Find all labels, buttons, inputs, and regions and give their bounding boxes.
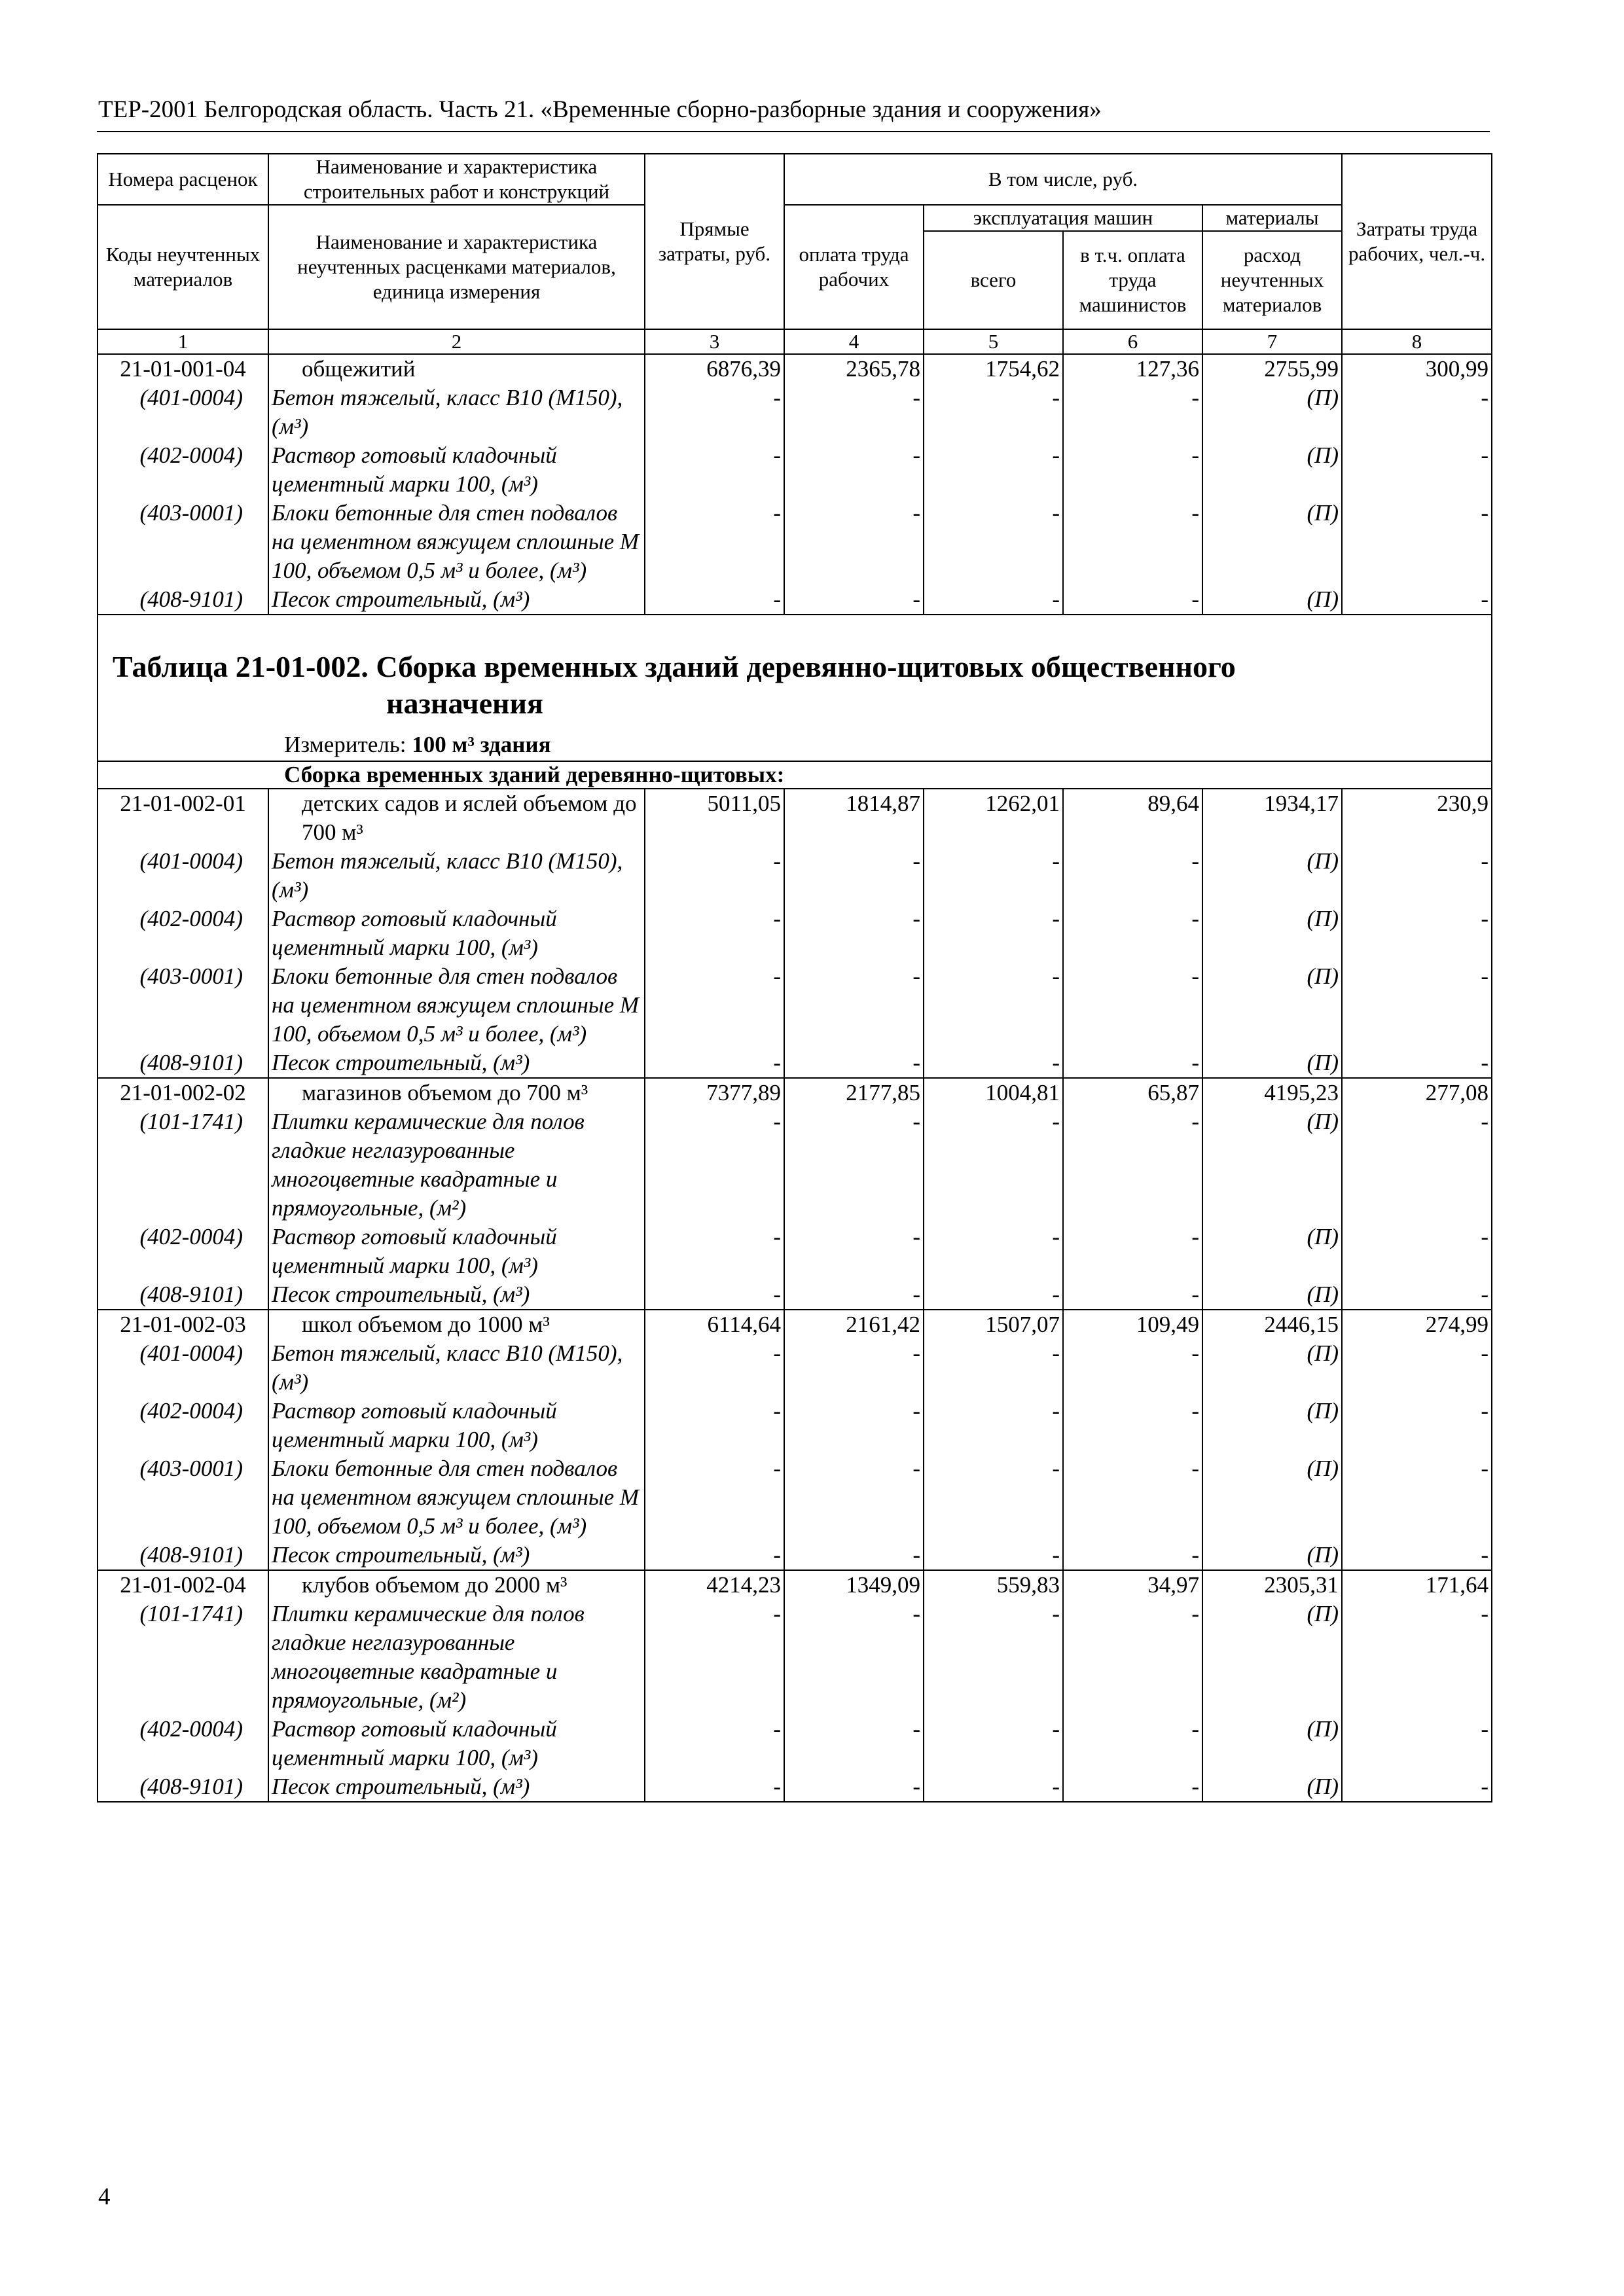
rate-row <box>98 1570 1492 1600</box>
col-number: 7 <box>1202 329 1342 354</box>
material-name: Блоки бетонные для стен подвалов на цементном вяжущем сплошные М 100, объемом 0,5 м³ и более, (м³) <box>268 499 645 585</box>
material-row <box>98 1397 1492 1454</box>
dash-cell: - <box>924 1715 1063 1772</box>
dash-cell: - <box>645 1600 784 1715</box>
dash-cell: - <box>924 1772 1063 1802</box>
material-row <box>98 1107 1492 1223</box>
dash-cell: - <box>784 1715 924 1772</box>
material-name: Песок строительный, (м³) <box>268 1049 645 1078</box>
material-code: (401-0004) <box>98 384 268 441</box>
dash-cell: - <box>1063 1715 1202 1772</box>
material-name: Песок строительный, (м³) <box>268 585 645 615</box>
rate-code: 21-01-002-03 <box>98 1310 268 1339</box>
materials: 2305,31 <box>1202 1570 1342 1600</box>
col-number: 4 <box>784 329 924 354</box>
p-cell: (П) <box>1202 1223 1342 1280</box>
dash-cell: - <box>1342 1600 1492 1715</box>
dash-cell: - <box>924 1600 1063 1715</box>
dash-cell: - <box>924 384 1063 441</box>
rate-row <box>98 789 1492 847</box>
dash-cell: - <box>645 585 784 615</box>
dash-cell: - <box>1342 1397 1492 1454</box>
p-cell: (П) <box>1202 384 1342 441</box>
dash-cell: - <box>784 962 924 1049</box>
dash-cell: - <box>1063 1280 1202 1310</box>
dash-cell: - <box>645 441 784 499</box>
rate-row <box>98 1078 1492 1107</box>
labor-hours: 230,9 <box>1342 789 1492 847</box>
direct-costs: 6876,39 <box>645 354 784 384</box>
labor-pay: 1814,87 <box>784 789 924 847</box>
machinists-pay: 127,36 <box>1063 354 1202 384</box>
dash-cell: - <box>1342 499 1492 585</box>
material-code: (408-9101) <box>98 585 268 615</box>
dash-cell: - <box>784 1454 924 1541</box>
col-number: 3 <box>645 329 784 354</box>
rate-name: детских садов и яслей объемом до 700 м³ <box>268 789 645 847</box>
col-work-name: Наименование и характеристика строительных работ и конструкций <box>268 154 645 205</box>
dash-cell: - <box>1063 1600 1202 1715</box>
p-cell: (П) <box>1202 1107 1342 1223</box>
material-name: Блоки бетонные для стен подвалов на цементном вяжущем сплошные М 100, объемом 0,5 м³ и более, (м³) <box>268 962 645 1049</box>
dash-cell: - <box>1063 1454 1202 1541</box>
material-code: (402-0004) <box>98 1715 268 1772</box>
dash-cell: - <box>924 1397 1063 1454</box>
direct-costs: 5011,05 <box>645 789 784 847</box>
dash-cell: - <box>784 499 924 585</box>
measure-label: Измеритель: <box>284 732 406 757</box>
col-material-codes: Коды неучтенных материалов <box>98 205 268 329</box>
measure-unit <box>284 732 551 758</box>
dash-cell: - <box>924 1049 1063 1078</box>
running-header: ТЕР-2001 Белгородская область. Часть 21. «Временные сборно-разборные здания и сооружения» <box>98 96 1102 123</box>
material-name: Песок строительный, (м³) <box>268 1541 645 1570</box>
material-name: Бетон тяжелый, класс В10 (М150), (м³) <box>268 384 645 441</box>
dash-cell: - <box>784 1772 924 1802</box>
dash-cell: - <box>1063 847 1202 905</box>
machinists-pay: 109,49 <box>1063 1310 1202 1339</box>
dash-cell: - <box>1063 1772 1202 1802</box>
material-row <box>98 1454 1492 1541</box>
machines-total: 1754,62 <box>924 354 1063 384</box>
rate-code: 21-01-002-02 <box>98 1078 268 1107</box>
dash-cell: - <box>1342 847 1492 905</box>
dash-cell: - <box>784 585 924 615</box>
material-name: Бетон тяжелый, класс В10 (М150), (м³) <box>268 1339 645 1397</box>
col-material-name: Наименование и характеристика неучтенных расценками материалов, единица измерения <box>268 205 645 329</box>
labor-hours: 171,64 <box>1342 1570 1492 1600</box>
dash-cell: - <box>1063 1049 1202 1078</box>
dash-cell: - <box>645 1107 784 1223</box>
dash-cell: - <box>1342 1107 1492 1223</box>
material-code: (402-0004) <box>98 1397 268 1454</box>
dash-cell: - <box>924 499 1063 585</box>
machinists-pay: 65,87 <box>1063 1078 1202 1107</box>
material-name: Раствор готовый кладочный цементный марки 100, (м³) <box>268 441 645 499</box>
p-cell: (П) <box>1202 1397 1342 1454</box>
dash-cell: - <box>784 847 924 905</box>
rates-table <box>97 153 1492 1803</box>
material-row <box>98 1600 1492 1715</box>
dash-cell: - <box>784 1280 924 1310</box>
material-row <box>98 384 1492 441</box>
machines-total: 1262,01 <box>924 789 1063 847</box>
machines-total: 559,83 <box>924 1570 1063 1600</box>
dash-cell: - <box>645 499 784 585</box>
material-row <box>98 441 1492 499</box>
dash-cell: - <box>924 1541 1063 1570</box>
dash-cell: - <box>924 1223 1063 1280</box>
dash-cell: - <box>645 1049 784 1078</box>
machines-total: 1004,81 <box>924 1078 1063 1107</box>
materials: 4195,23 <box>1202 1078 1342 1107</box>
material-name: Бетон тяжелый, класс В10 (М150), (м³) <box>268 847 645 905</box>
material-code: (402-0004) <box>98 1223 268 1280</box>
dash-cell: - <box>1342 1280 1492 1310</box>
material-name: Песок строительный, (м³) <box>268 1772 645 1802</box>
p-cell: (П) <box>1202 905 1342 962</box>
dash-cell: - <box>645 1454 784 1541</box>
material-name: Блоки бетонные для стен подвалов на цементном вяжущем сплошные М 100, объемом 0,5 м³ и более, (м³) <box>268 1454 645 1541</box>
rate-group-21-01-002-04 <box>98 1570 1492 1802</box>
dash-cell: - <box>784 905 924 962</box>
col-number: 6 <box>1063 329 1202 354</box>
rate-code: 21-01-002-04 <box>98 1570 268 1600</box>
col-unaccounted-materials: расход неучтенных материалов <box>1202 231 1342 329</box>
dash-cell: - <box>645 384 784 441</box>
dash-cell: - <box>1342 905 1492 962</box>
section-heading: Сборка временных зданий деревянно-щитовых: <box>98 761 1492 789</box>
p-cell: (П) <box>1202 1280 1342 1310</box>
dash-cell: - <box>645 905 784 962</box>
dash-cell: - <box>924 1454 1063 1541</box>
dash-cell: - <box>784 1049 924 1078</box>
dash-cell: - <box>784 1339 924 1397</box>
rate-group-21-01-002-01 <box>98 789 1492 1078</box>
dash-cell: - <box>1063 585 1202 615</box>
dash-cell: - <box>924 905 1063 962</box>
machines-total: 1507,07 <box>924 1310 1063 1339</box>
rate-group-21-01-002-02 <box>98 1078 1492 1310</box>
rate-name: клубов объемом до 2000 м³ <box>268 1570 645 1600</box>
rate-name: школ объемом до 1000 м³ <box>268 1310 645 1339</box>
dash-cell: - <box>645 1280 784 1310</box>
labor-pay: 2365,78 <box>784 354 924 384</box>
material-code: (403-0001) <box>98 962 268 1049</box>
page-number: 4 <box>98 2183 111 2210</box>
col-machines: эксплуатация машин <box>924 205 1202 231</box>
dash-cell: - <box>784 384 924 441</box>
dash-cell: - <box>924 585 1063 615</box>
material-name: Плитки керамические для полов гладкие неглазурованные многоцветные квадратные и прямоугольные, (м²) <box>268 1600 645 1715</box>
machinists-pay: 89,64 <box>1063 789 1202 847</box>
dash-cell: - <box>784 1107 924 1223</box>
p-cell: (П) <box>1202 585 1342 615</box>
dash-cell: - <box>645 962 784 1049</box>
material-name: Раствор готовый кладочный цементный марки 100, (м³) <box>268 1715 645 1772</box>
dash-cell: - <box>1342 1772 1492 1802</box>
material-code: (401-0004) <box>98 1339 268 1397</box>
rate-code: 21-01-002-01 <box>98 789 268 847</box>
material-code: (408-9101) <box>98 1049 268 1078</box>
material-row <box>98 1541 1492 1570</box>
labor-hours: 300,99 <box>1342 354 1492 384</box>
p-cell: (П) <box>1202 441 1342 499</box>
dash-cell: - <box>1063 962 1202 1049</box>
col-number: 1 <box>98 329 268 354</box>
material-code: (101-1741) <box>98 1107 268 1223</box>
materials: 2755,99 <box>1202 354 1342 384</box>
material-name: Плитки керамические для полов гладкие неглазурованные многоцветные квадратные и прямоугольные, (м²) <box>268 1107 645 1223</box>
material-row <box>98 847 1492 905</box>
materials: 2446,15 <box>1202 1310 1342 1339</box>
labor-hours: 274,99 <box>1342 1310 1492 1339</box>
labor-pay: 2177,85 <box>784 1078 924 1107</box>
p-cell: (П) <box>1202 1600 1342 1715</box>
col-direct-costs: Прямые затраты, руб. <box>645 154 784 329</box>
rate-code: 21-01-001-04 <box>98 354 268 384</box>
col-number: 8 <box>1342 329 1492 354</box>
rate-group-21-01-002-03 <box>98 1310 1492 1570</box>
dash-cell: - <box>1063 1339 1202 1397</box>
col-number: 2 <box>268 329 645 354</box>
dash-cell: - <box>1063 1223 1202 1280</box>
rate-name: общежитий <box>268 354 645 384</box>
rate-name: магазинов объемом до 700 м³ <box>268 1078 645 1107</box>
dash-cell: - <box>645 1715 784 1772</box>
dash-cell: - <box>924 1107 1063 1223</box>
dash-cell: - <box>1342 1715 1492 1772</box>
dash-cell: - <box>1063 905 1202 962</box>
dash-cell: - <box>924 847 1063 905</box>
material-code: (403-0001) <box>98 499 268 585</box>
material-name: Раствор готовый кладочный цементный марки 100, (м³) <box>268 1397 645 1454</box>
rate-row <box>98 1310 1492 1339</box>
dash-cell: - <box>1063 1397 1202 1454</box>
table-title-block <box>98 615 1492 789</box>
material-name: Песок строительный, (м³) <box>268 1280 645 1310</box>
dash-cell: - <box>1342 1049 1492 1078</box>
material-row <box>98 585 1492 615</box>
col-machinists-pay: в т.ч. оплата труда машинистов <box>1063 231 1202 329</box>
material-row <box>98 962 1492 1049</box>
p-cell: (П) <box>1202 847 1342 905</box>
dash-cell: - <box>645 1339 784 1397</box>
dash-cell: - <box>1342 1541 1492 1570</box>
dash-cell: - <box>1342 1223 1492 1280</box>
material-code: (408-9101) <box>98 1541 268 1570</box>
dash-cell: - <box>645 1541 784 1570</box>
machinists-pay: 34,97 <box>1063 1570 1202 1600</box>
dash-cell: - <box>1342 384 1492 441</box>
material-row <box>98 1339 1492 1397</box>
dash-cell: - <box>1342 962 1492 1049</box>
measure-value: 100 м³ здания <box>412 732 551 757</box>
material-row <box>98 1049 1492 1078</box>
rate-group-21-01-001-04 <box>98 354 1492 615</box>
dash-cell: - <box>1063 1107 1202 1223</box>
material-code: (403-0001) <box>98 1454 268 1541</box>
material-code: (402-0004) <box>98 905 268 962</box>
p-cell: (П) <box>1202 499 1342 585</box>
material-row <box>98 1715 1492 1772</box>
material-code: (408-9101) <box>98 1772 268 1802</box>
header-rule <box>97 131 1490 132</box>
p-cell: (П) <box>1202 1541 1342 1570</box>
material-code: (401-0004) <box>98 847 268 905</box>
dash-cell: - <box>645 1223 784 1280</box>
labor-hours: 277,08 <box>1342 1078 1492 1107</box>
dash-cell: - <box>924 1280 1063 1310</box>
p-cell: (П) <box>1202 1772 1342 1802</box>
dash-cell: - <box>1063 499 1202 585</box>
dash-cell: - <box>1063 1541 1202 1570</box>
material-row <box>98 1772 1492 1802</box>
table-title: Таблица 21-01-002. Сборка временных зданий деревянно-щитовых общественного <box>113 650 1236 683</box>
dash-cell: - <box>784 441 924 499</box>
p-cell: (П) <box>1202 1339 1342 1397</box>
material-row <box>98 499 1492 585</box>
table-header <box>98 154 1492 354</box>
p-cell: (П) <box>1202 1715 1342 1772</box>
col-materials: материалы <box>1202 205 1342 231</box>
p-cell: (П) <box>1202 1454 1342 1541</box>
material-row <box>98 905 1492 962</box>
col-labor-pay: оплата труда рабочих <box>784 205 924 329</box>
col-machines-total: всего <box>924 231 1063 329</box>
col-rate-numbers: Номера расценок <box>98 154 268 205</box>
dash-cell: - <box>924 1339 1063 1397</box>
col-including: В том числе, руб. <box>784 154 1342 205</box>
material-row <box>98 1280 1492 1310</box>
direct-costs: 7377,89 <box>645 1078 784 1107</box>
dash-cell: - <box>1063 441 1202 499</box>
p-cell: (П) <box>1202 1049 1342 1078</box>
col-labor-cost: Затраты труда рабочих, чел.-ч. <box>1342 154 1492 329</box>
dash-cell: - <box>784 1600 924 1715</box>
dash-cell: - <box>1342 585 1492 615</box>
dash-cell: - <box>645 1772 784 1802</box>
dash-cell: - <box>1342 441 1492 499</box>
p-cell: (П) <box>1202 962 1342 1049</box>
dash-cell: - <box>924 962 1063 1049</box>
material-row <box>98 1223 1492 1280</box>
table-title-continuation: назначения <box>386 687 543 720</box>
dash-cell: - <box>1063 384 1202 441</box>
dash-cell: - <box>645 1397 784 1454</box>
material-code: (402-0004) <box>98 441 268 499</box>
dash-cell: - <box>1342 1454 1492 1541</box>
direct-costs: 6114,64 <box>645 1310 784 1339</box>
material-name: Раствор готовый кладочный цементный марки 100, (м³) <box>268 905 645 962</box>
labor-pay: 2161,42 <box>784 1310 924 1339</box>
rate-row <box>98 354 1492 384</box>
dash-cell: - <box>645 847 784 905</box>
dash-cell: - <box>1342 1339 1492 1397</box>
material-code: (408-9101) <box>98 1280 268 1310</box>
material-code: (101-1741) <box>98 1600 268 1715</box>
labor-pay: 1349,09 <box>784 1570 924 1600</box>
dash-cell: - <box>924 441 1063 499</box>
material-name: Раствор готовый кладочный цементный марки 100, (м³) <box>268 1223 645 1280</box>
dash-cell: - <box>784 1541 924 1570</box>
rates-table-wrapper <box>97 153 1491 1803</box>
materials: 1934,17 <box>1202 789 1342 847</box>
dash-cell: - <box>784 1397 924 1454</box>
direct-costs: 4214,23 <box>645 1570 784 1600</box>
dash-cell: - <box>784 1223 924 1280</box>
col-number: 5 <box>924 329 1063 354</box>
